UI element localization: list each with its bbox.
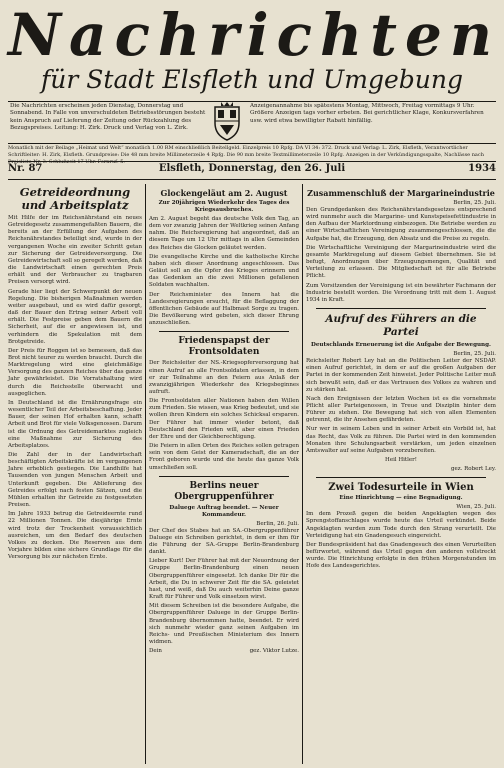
article-paragraph: Zum Vorsitzenden der Vereinigung ist ein bewährter Fachmann der Industrie bestellt worden. Die Verordnung tritt mit dem 1. August 1934 in Kraft. (306, 282, 496, 303)
masthead-rule (8, 101, 496, 102)
article-paragraph: Im dem Prozeß gegen die beiden Angeklagten wegen des Sprengstoffanschlages wurde heute das Urteil verkündet. Beide Angeklagten wurden zum Tode durch den Strang verurteilt. Die Verteidigung hat ein Gnadengesuch eingereicht. (306, 511, 496, 539)
article-paragraph: In Deutschland ist die Ernährungsfrage ein wesentlicher Teil der Arbeitsbeschaffung. Jeder Bauer, der seinen Hof erhalten kann, schafft Arbeit und Brot für viele Volksgenossen. Darum ist die Ordnung des Getreidemarktes zugleich eine Maßnahme zur Sicherung des Arbeitsplatzes. (8, 399, 142, 449)
article-heading-margarine: Zusammenschluß der Margarineindustrie (307, 188, 495, 198)
article-heading-glockengelaeut: Glockengeläut am 2. August (160, 188, 288, 198)
article-dateline: Berlin, 25. Juli. (453, 200, 496, 206)
article-paragraph: Die Wirtschaftliche Vereinigung der Margarineindustrie wird die gesamte Marktregelung auf diesem Gebiet übernehmen. Sie ist befugt, Anordnungen über Erzeugungsmengen, Qualität und Verteilung zu erlassen. Die Mitgliedschaft ist für alle Betriebe Pflicht. (306, 244, 496, 280)
article-paragraph: Der Bundespräsident hat das Gnadengesuch des einen Verurteilten befürwortet, während das Urteil gegen den anderen vollstreckt wurde. Die Hinrichtung erfolgte in den frühen Morgenstunden im Hofe des Landesgerichtes. (306, 541, 496, 570)
article-subheading: Zur 20jährigen Wiederkehr des Tages des Kriegsausbruches. (158, 200, 290, 213)
article-paragraph: Die Frontsoldaten aller Nationen haben den Willen zum Frieden. Sie wissen, was Krieg bedeutet, und sie wollen ihren Kindern ein solches Schicksal ersparen. Der Führer hat immer wieder betont, daß Deutschland den Frieden will, aber einen Frieden der Ehre und der Gleichberechtigung. (149, 398, 299, 440)
article-separator (316, 477, 486, 478)
issue-year: 1934 (468, 163, 496, 174)
signature-salutation: Dein (149, 648, 162, 655)
info-rule (8, 143, 496, 144)
article-paragraph: Die Feiern in allen Orten des Reiches sollen getragen sein von dem Geist der Kameradschaft, die an der Front geboren wurde und die heute das ganze Volk umschließen soll. (149, 443, 299, 471)
article-paragraph: Der Reichsminister des Innern hat die Landesregierungen ersucht, für die Beflaggung der öffentlichen Gebäude auf Halbmast Sorge zu tragen. Die Bevölkerung wird gebeten, sich dieser Ehrung anzuschließen. (149, 291, 299, 327)
article-paragraph: Gerade hier liegt der Schwerpunkt der neuen Regelung. Die bisherigen Maßnahmen werden weiter ausgebaut, und es wird dafür gesorgt, daß der Bauer den Ertrag seiner Arbeit voll erhält. Die Festpreise geben dem Bauern die Sicherheit, auf die er angewiesen ist, und verhindern die Spekulation mit dem Brotgetreide. (8, 288, 142, 345)
coat-of-arms-icon (212, 101, 242, 141)
column-divider-2 (302, 184, 303, 764)
article-paragraph: Der Preis für Roggen ist so bemessen, daß das Brot nicht teurer zu werden braucht. Durch die Marktregelung wird eine gleichmäßige Versorgung des ganzen Reiches über das ganze Jahr gewährleistet. Die Vorratshaltung wird durch die Reichsstelle überwacht und ausgeglichen. (8, 347, 142, 397)
article-paragraph: Mit diesem Schreiben ist die besondere Aufgabe, die Obergruppenführer Daluege in der Gruppe Berlin-Brandenburg übernommen hatte, beendet. Er wird sich nunmehr wieder ganz seinen Aufgaben im Reichs- und Preußischen Ministerium des Innern widmen. (149, 603, 299, 646)
info-right: Anzeigenannahme bis spätestens Montag, Mittwoch, Freitag vormittags 9 Uhr. Größere Anzeigen tags vorher erbeten. Bei gerichtlicher Klage, Konkursverfahren usw. wird etwa bewilligter Rabatt hinfällig. (250, 103, 484, 124)
article-heading-obergruppenfuehrer: Berlins neuer Obergruppenführer (174, 480, 274, 502)
issue-number: Nr. 87 (8, 163, 43, 174)
article-paragraph: Am 2. August begeht das deutsche Volk den Tag, an dem vor zwanzig Jahren der Weltkrieg seinen Anfang nahm. Die Reichsregierung hat angeordnet, daß an diesem Tage um 12 Uhr mittags in allen Gemeinden des Reiches die Glocken geläutet werden. (149, 216, 299, 251)
column-1 (8, 186, 142, 764)
article-heading-getreideordnung: Getreideordnung und Arbeitsplatz (19, 185, 131, 212)
article-separator (159, 331, 289, 332)
subscription-line: Monatlich mit der Beilage „Heimat und Welt“ monatlich 1.00 RM einschließlich Beitellgeld. Einzelpreis 10 Rpfg. DA VI 34: 372. Druck und Verlag: L. Zirk, Elsfleth, Verantwortlicher Schriftleiter: H. Zirk, Elsfleth. Grundpreise: Die 48 mm breite Millimeterzeile 4 Rpfg. Die 90 mm breite Textmillimeterzeile 10 Rpfg. Anzeigen in der Verkündigungsspalte, Nachlässe nach Preisliste Nr. 3. Schlußzeit 17 Uhr. Fernruf: 5. (8, 145, 484, 165)
column-2 (149, 186, 299, 764)
article-paragraph: Im Jahre 1933 betrug die Getreideernte rund 22 Millionen Tonnen. Die diesjährige Ernte wird trotz der Trockenheit voraussichtlich ausreichen, um den Bedarf des deutschen Volkes zu decken. Die Reserven aus dem Vorjahre bilden eine sichere Grundlage für die Versorgung bis zur nächsten Ernte. (8, 511, 142, 561)
article-paragraph: Die Zahl der in der Landwirtschaft beschäftigten Arbeitskräfte ist im vergangenen Jahre erheblich gestiegen. Die Landhilfe hat Tausenden von jungen Menschen Arbeit und Unterkunft gegeben. Die Ablieferung des Getreides erfolgt nach festen Sätzen, und die Mühlen erhalten ihr Getreide zu festgesetzten Preisen. (8, 452, 142, 509)
article-paragraph: Der Reichsleiter der NS.-Kriegsopferversorgung hat einen Aufruf an alle Frontsoldaten erlassen, in dem er zur Teilnahme an den Feiern aus Anlaß der zwanzigjährigen Wiederkehr des Kriegsbeginnes aufruft. (149, 360, 299, 395)
article-subheading: Deutschlands Erneuerung ist die Aufgabe der Bewegung. (311, 342, 491, 349)
article-paragraph: Den Grundgedanken des Reichsnährstandsgesetzes entsprechend wird nunmehr auch die Margarine- und Kunstspeisefettindustrie in den Aufbau der Marktordnung einbezogen. Die Betriebe werden zu einer Wirtschaftlichen Vereinigung zusammengeschlossen, die die Aufgabe hat, die Erzeugung, den Absatz und die Preise zu regeln. (306, 207, 496, 242)
newspaper-title: Nachrichten (8, 1, 501, 69)
signature-name: gez. Viktor Lutze. (249, 648, 299, 655)
article-subheading: Eine Hinrichtung — eine Begnadigung. (339, 495, 463, 502)
article-heading-aufruf: Aufruf des Führers an die Partei (325, 313, 477, 339)
article-separator (316, 308, 486, 309)
dateline-rule-bottom (8, 179, 496, 180)
dateline-place-date: Elsfleth, Donnerstag, den 26. Juli (158, 163, 346, 174)
dateline (8, 163, 496, 177)
article-signature: gez. Robert Ley. (450, 466, 496, 473)
article-paragraph: Heil Hitler! (385, 457, 417, 464)
article-heading-todesurteile: Zwei Todesurteile in Wien (328, 482, 474, 494)
article-dateline: Wien, 25. Juli. (456, 504, 496, 511)
article-paragraph: Mit Hilfe der im Reichsnährstand ein neues Getreidegesetz zusammengefaßten Bauern, die bereits an der Erfüllung der Aufgaben des Reichsnährstandes beteiligt sind, wurde in der vergangenen Woche ein zweiter Schritt getan zur Sicherung der Getreideversorgung. Die Getreidewirtschaft soll so geregelt werden, daß die Landwirtschaft einen gerechten Preis erhält und der Verbraucher zu tragbaren Preisen versorgt wird. (8, 215, 142, 286)
article-paragraph: Nach den Ereignissen der letzten Wochen ist es die vornehmste Pflicht aller Parteigenossen, in Treue und Disziplin hinter dem Führer zu stehen. Die Bewegung hat sich von allen Elementen getrennt, die ihr Ansehen gefährdeten. (306, 395, 496, 424)
dateline-rule-top (8, 161, 496, 162)
article-paragraph: Reichsleiter Robert Ley hat an die Politischen Leiter der NSDAP. einen Aufruf gerichtet, in dem er auf die großen Aufgaben der Partei in der kommenden Zeit hinweist. Jeder Politische Leiter muß sich bewußt sein, daß er das Vertrauen des Volkes zu wahren und zu stärken hat. (306, 358, 496, 393)
column-3 (306, 186, 496, 764)
masthead (8, 1, 501, 100)
info-left: Die Nachrichten erscheinen jeden Dienstag, Donnerstag und Sonnabend. In Falle von unverschuldeten Betriebsstörungen besteht kein Anspruch auf Lieferung der Zeitung oder Rückzahlung des Bezugspreises. Leitung: H. Zirk. Druck und Verlag von L. Zirk. (10, 103, 206, 131)
article-separator (159, 476, 289, 477)
article-paragraph: Lieber Kurt! Der Führer hat mit der Neuordnung der Gruppe Berlin-Brandenburg einen neuen Obergruppenführer eingesetzt. Ich danke Dir für die Arbeit, die Du in schwerer Zeit für die SA. geleistet hast, und weiß, daß Du auch weiterhin Deine ganze Kraft für Führer und Volk einsetzen wirst. (149, 558, 299, 601)
article-paragraph: Der Chef des Stabes hat an SA.-Obergruppenführer Daluege ein Schreiben gerichtet, in dem er ihm für die Führung der SA.-Gruppe Berlin-Brandenburg dankt. (149, 527, 299, 556)
article-subheading: Daluege Auftrag beendet. — Neuer Kommandeur. (169, 504, 279, 518)
newspaper-subtitle: für Stadt Elsfleth und Umgebung (41, 65, 463, 94)
article-paragraph: Nur wer in seinem Leben und in seiner Arbeit ein Vorbild ist, hat das Recht, das Volk zu führen. Die Partei wird in den kommenden Monaten ihre Schulungsarbeit verstärken, um jeden einzelnen Amtswalter auf seine Aufgaben vorzubereiten. (306, 426, 496, 454)
article-dateline: Berlin, 25. Juli. (453, 351, 496, 358)
article-signature (149, 648, 299, 655)
column-divider-1 (145, 184, 146, 764)
article-heading-friedenspapst: Friedenspapst der Frontsoldaten (178, 336, 270, 358)
article-paragraph: Die evangelische Kirche und die katholische Kirche haben sich dieser Anordnung angeschlossen. Das Geläut soll an die Opfer des Krieges erinnern und das Gedenken an die zwei Millionen gefallenen Soldaten wachhalten. (149, 253, 299, 289)
article-dateline: Berlin, 26. Juli. (256, 520, 299, 527)
